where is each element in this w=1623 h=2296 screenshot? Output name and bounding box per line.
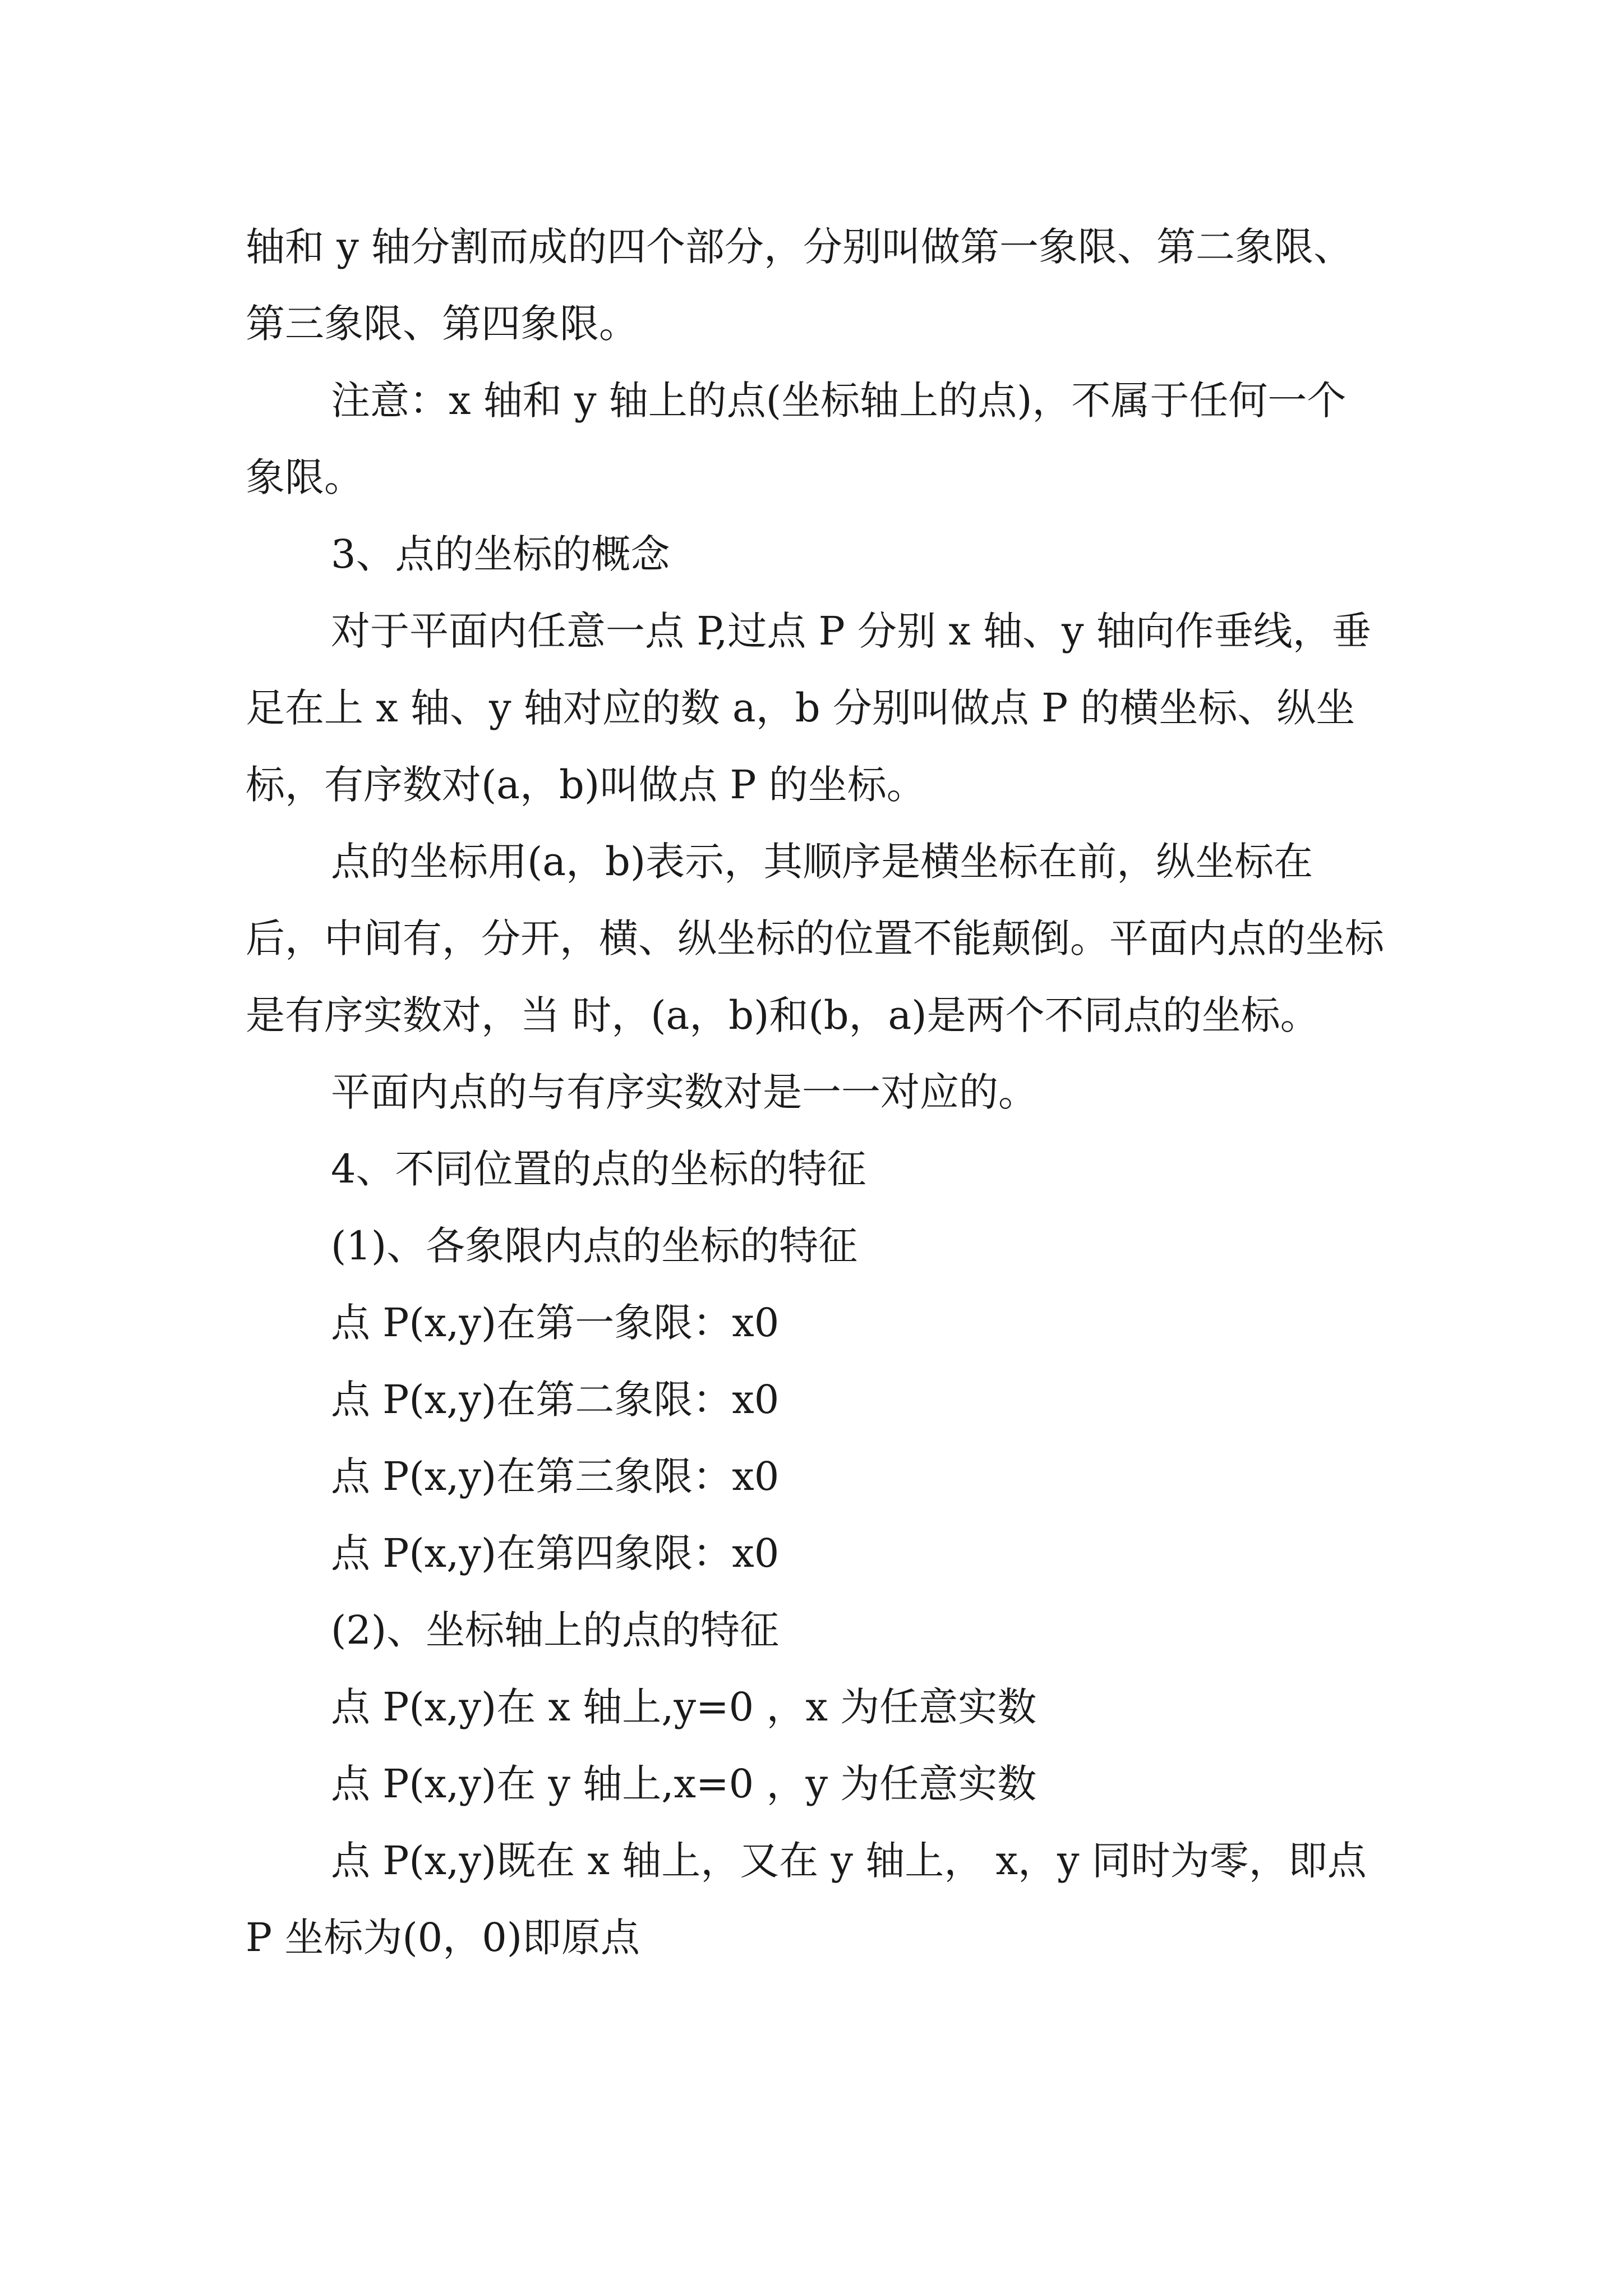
heading-position-features: 4、不同位置的点的坐标的特征: [331, 1146, 866, 1192]
subheading-axis-features: (2)、坐标轴上的点的特征: [331, 1607, 780, 1653]
heading-point-coordinate-concept: 3、点的坐标的概念: [331, 531, 670, 577]
paragraph-coordinate-definition: 对于平面内任意一点 P,过点 P 分别 x 轴、y 轴向作垂线，垂足在上 x 轴、y 轴对应的数 a，b 分别叫做点 P 的横坐标、纵坐标，有序数对(a，b)叫做点 P 的坐标。: [246, 608, 1371, 808]
subheading-quadrant-features: (1)、各象限内点的坐标的特征: [331, 1223, 858, 1269]
line-third-quadrant: 点 P(x,y)在第三象限：x0: [331, 1453, 780, 1499]
line-on-x-axis: 点 P(x,y)在 x 轴上,y=0 ，x 为任意实数: [331, 1684, 1037, 1730]
line-first-quadrant: 点 P(x,y)在第一象限：x0: [331, 1300, 780, 1346]
line-origin: 点 P(x,y)既在 x 轴上，又在 y 轴上， x，y 同时为零，即点 P 坐标为(0，0)即原点: [246, 1838, 1367, 1961]
paragraph-axis-note: 注意：x 轴和 y 轴上的点(坐标轴上的点)，不属于任何一个象限。: [246, 378, 1347, 500]
paragraph-quadrant-definition: 轴和 y 轴分割而成的四个部分，分别叫做第一象限、第二象限、第三象限、第四象限。: [246, 224, 1353, 347]
paragraph-coordinate-order: 点的坐标用(a，b)表示，其顺序是横坐标在前，纵坐标在后，中间有，分开，横、纵坐标的位置不能颠倒。平面内点的坐标是有序实数对，当 时，(a，b)和(b，a)是两个不同点的坐标。: [246, 839, 1384, 1038]
line-second-quadrant: 点 P(x,y)在第二象限：x0: [331, 1377, 780, 1423]
line-fourth-quadrant: 点 P(x,y)在第四象限：x0: [331, 1530, 780, 1576]
paragraph-one-to-one: 平面内点的与有序实数对是一一对应的。: [331, 1069, 1038, 1115]
line-on-y-axis: 点 P(x,y)在 y 轴上,x=0 ，y 为任意实数: [331, 1761, 1037, 1807]
document-body: [246, 209, 1384, 1976]
